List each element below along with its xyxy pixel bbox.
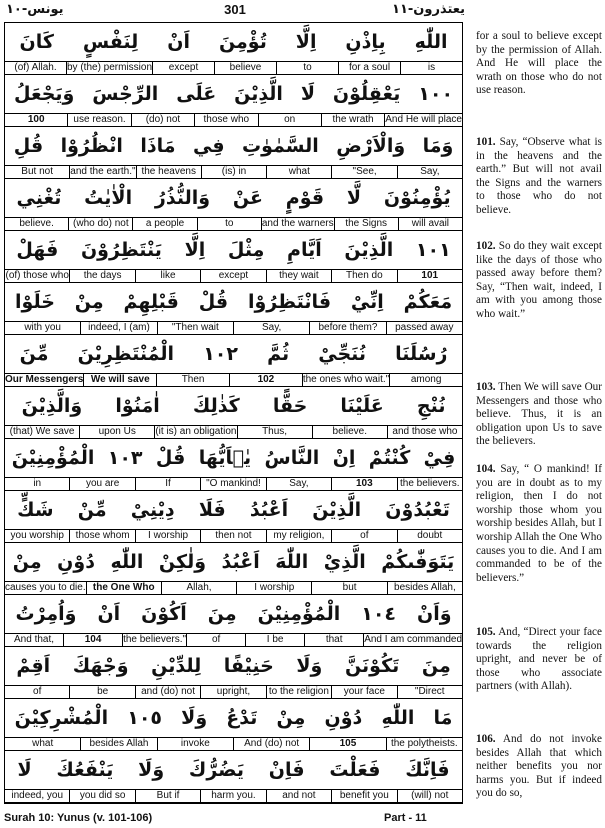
arabic-word: النَّاسُ [264,447,320,469]
arabic-word: دُوْنِ [57,551,95,573]
arabic-word: خَلَوْا [15,291,55,313]
verse-row [5,699,462,751]
gloss-cell: Thus, [237,426,312,438]
gloss-cell: Our Messengers [5,374,84,385]
arabic-word: اَنْ [97,603,121,625]
translation-text: for a soul to believe except by the permission of Allah. And He will place the wrath on those who do not use reason. [476,30,602,97]
arabic-word: كَانَ [19,31,54,53]
arabic-word: وَلَا [296,655,323,677]
gloss-cell: the believers. [397,478,462,490]
arabic-word: مِّنَ [19,343,49,365]
gloss-line [5,789,462,803]
translation-paragraph [476,733,602,801]
arabic-word: مِثْلَ [227,239,265,261]
verse-row [5,595,462,647]
arabic-word: كُنْتُمْ [368,447,411,469]
translation-paragraph [476,381,602,449]
arabic-word: وَاُمِرْتُ [15,603,77,625]
arabic-word: وَالْاَرْضِ [336,135,406,157]
arabic-word: عَلَى [176,83,217,105]
arabic-line [5,23,462,61]
verse-row [5,751,462,803]
gloss-cell: Then do [331,270,396,282]
header-surah-label: يونس-١٠ [6,2,64,17]
arabic-word: الْمُشْرِكِيْنَ [14,707,109,729]
translation-paragraph [476,136,602,218]
arabic-line [5,231,462,269]
verse-number: 102. [476,240,496,252]
gloss-cell: But not [21,166,53,177]
gloss-line [5,425,462,439]
arabic-line [5,335,462,373]
arabic-word: الَّذِيْنَ [312,499,362,521]
gloss-cell: in [33,478,42,489]
gloss-cell: passed away [386,322,462,334]
arabic-word: مَاذَا [140,135,176,157]
arabic-word: ١٠٢ [203,343,238,365]
verse-row [5,335,462,387]
gloss-cell: you are [69,478,134,490]
arabic-word: فَاِنْ [268,759,305,781]
arabic-word: مَا [433,707,453,729]
arabic-line [5,439,462,477]
gloss-line [5,373,462,387]
gloss-line [5,113,462,127]
verse-row [5,127,462,179]
gloss-cell: and the earth." [70,166,136,177]
gloss-line [5,737,462,751]
gloss-cell: your face [331,686,396,698]
arabic-line [5,387,462,425]
word-by-word-grid [4,22,463,804]
arabic-line [5,543,462,581]
arabic-word: لَا [17,759,32,781]
arabic-word: لَا [300,83,316,105]
arabic-word: اللّٰهِ [110,551,144,573]
gloss-line [5,529,462,543]
arabic-word: فِي [192,135,225,157]
arabic-line [5,127,462,165]
gloss-cell: 103 [331,478,396,490]
gloss-cell: and not [266,790,331,802]
arabic-word: نُنَجِّيْ [318,343,367,365]
gloss-cell: you did so [69,790,134,802]
gloss-cell: among [389,374,462,386]
translation-text: Say, “Observe what is in the heavens and the earth.” But will not avail the Signs and the warners to those who do not believe. [476,136,602,216]
arabic-word: ثُمَّ [267,343,290,365]
gloss-cell: before them? [309,322,385,334]
arabic-word: لَّا [346,187,362,209]
gloss-cell: I worship [135,530,200,542]
arabic-word: مِنَ [421,655,451,677]
arabic-word: وَلٰكِنْ [158,551,207,573]
arabic-word: السَّمٰوٰتِ [242,135,319,157]
gloss-cell: upright, [200,686,265,698]
gloss-cell: "See, [331,166,396,178]
arabic-word: تُؤْمِنَ [218,31,267,53]
gloss-cell: except [152,62,214,74]
gloss-cell: causes you to die. [5,582,86,593]
arabic-word: رُسُلَنَا [395,343,448,365]
gloss-cell: indeed, you [11,790,64,801]
translation-text: So do they wait except like the days of those who passed away before them? Say, “Then wait, indeed, I am with you among those who wait.” [476,240,602,320]
footer-part: Part - 11 [384,812,427,824]
gloss-cell: for a soul [338,62,400,74]
gloss-cell: then not [200,530,265,542]
gloss-cell: Say, [397,166,462,178]
arabic-word: اللّٰهِ [381,707,415,729]
gloss-line [5,321,462,335]
arabic-word: وَلَا [181,707,208,729]
arabic-word: يَضُرُّكَ [188,759,245,781]
verse-row [5,387,462,439]
arabic-word: فَهَلْ [16,239,59,261]
verse-number: 106. [476,733,496,745]
gloss-cell: Say, [266,478,331,490]
gloss-cell: believe [214,62,276,74]
gloss-cell: 104 [63,634,122,646]
arabic-word: اَقِمْ [16,655,51,677]
translation-paragraph [476,626,602,694]
arabic-word: حَنِيْفًا [223,655,274,677]
arabic-word: الَّذِيْنَ [344,239,394,261]
gloss-cell: And (do) not [233,738,309,750]
gloss-cell: besides Allah [80,738,156,750]
arabic-word: قَبْلِهِمْ [123,291,179,313]
verse-number: 104. [476,463,496,475]
verse-row [5,179,462,231]
arabic-word: تَعْبُدُوْنَ [385,499,450,521]
gloss-cell: what [266,166,331,178]
arabic-line [5,595,462,633]
gloss-cell: I worship [236,582,311,594]
gloss-cell: (of) Allah. [14,62,57,73]
gloss-cell: and those who [387,426,462,438]
arabic-word: فَعَلْتَ [329,759,381,781]
arabic-word: قَوْمٍ [285,187,325,209]
arabic-word: قُلْ [155,447,186,469]
gloss-cell: 101 [397,270,462,282]
arabic-word: فِيْ [423,447,456,469]
arabic-word: عَنْ [232,187,263,209]
translation-text: And do not invoke besides Allah that which neither benefits you nor harms you. But if indeed you do so, [476,733,602,800]
verse-row [5,491,462,543]
arabic-word: الْمُنْتَظِرِيْنَ [77,343,175,365]
arabic-word: دُوْنِ [324,707,363,729]
gloss-cell: the heavens [136,166,201,178]
arabic-word: وَجْهَكَ [72,655,129,677]
arabic-word: الْمُؤْمِنِيْنَ [257,603,341,625]
gloss-cell: of [186,634,245,646]
arabic-word: شَكٍّ [17,499,54,521]
arabic-word: ١٠١ [415,239,451,261]
arabic-line [5,179,462,217]
gloss-cell: on [258,114,321,126]
arabic-word: اَعْبُدُ [221,551,260,573]
translation-text: Then We will save Our Messengers and those who believe. Thus, it is an obligation upon Us to save the believers. [476,381,602,448]
arabic-word: اِلَّا [295,31,317,53]
verse-number: 103. [476,381,496,393]
gloss-cell: invoke [157,738,233,750]
gloss-cell: (is) in [201,166,266,178]
arabic-word: اللّٰهَ [275,551,309,573]
arabic-word: اِلَّا [184,239,206,261]
gloss-cell: believe. [312,426,387,438]
arabic-line [5,751,462,789]
gloss-line [5,165,462,179]
gloss-cell: benefit you [331,790,396,802]
arabic-word: عَلَيْنَا [340,395,384,417]
page-footer [0,810,605,828]
gloss-cell: the wrath [321,114,384,126]
gloss-cell: will avail [398,218,462,230]
gloss-cell: be [69,686,134,698]
arabic-word: تَكُوْنَنَّ [344,655,400,677]
arabic-word: اَيَّامِ [287,239,322,261]
arabic-word: دِيْنِيْ [130,499,175,521]
verse-row [5,75,462,127]
arabic-word: ١٠٤ [361,603,397,625]
page-header [0,0,605,22]
gloss-line [5,217,462,231]
gloss-cell: the Signs [334,218,398,230]
arabic-word: مَعَكُمْ [403,291,453,313]
arabic-word: قُلِ [13,135,44,157]
arabic-word: الَّذِيْ [323,551,366,573]
gloss-cell: of [331,530,396,542]
gloss-line [5,477,462,491]
gloss-cell: (will) not [397,790,462,802]
gloss-cell: upon Us [79,426,154,438]
translation-paragraph [476,240,602,322]
gloss-cell: but [311,582,386,594]
verse-row [5,231,462,283]
gloss-cell: besides Allah, [387,582,462,594]
gloss-cell: Allah, [161,582,236,594]
gloss-cell: 102 [229,374,302,386]
arabic-word: يُؤْمِنُوْنَ [383,187,451,209]
arabic-word: يٰۤاَيُّهَا [198,447,252,469]
gloss-cell: "Direct [397,686,462,698]
gloss-cell: like [135,270,200,282]
gloss-cell: "Then wait [157,322,233,334]
arabic-word: يَتَوَفّٰىكُمْ [381,551,455,573]
translation-paragraph [476,463,602,585]
gloss-cell: that [304,634,363,646]
verse-row [5,543,462,595]
translation-text: And, “Direct your face towards the religion upright, and never be of those who associate partners (with Allah). [476,626,602,693]
arabic-word: وَلَا [138,759,165,781]
arabic-line [5,75,462,113]
arabic-word: مِنَ [207,603,237,625]
arabic-word: لِنَفْسٍ [82,31,139,53]
translation-text: Say, “ O mankind! If you are in doubt as to my religion, then I do not worship those whom you worship besides Allah, but I worship Allah the One Who causes you to die. And I am commanded to be of the believers.” [476,463,602,584]
gloss-cell: (do) not [131,114,194,126]
gloss-cell: And that, [14,634,55,645]
gloss-cell: And He will place [385,114,462,125]
gloss-cell: And I am commanded [364,634,463,645]
arabic-word: مِنْ [276,707,306,729]
gloss-cell: If [135,478,200,490]
footer-surah-range: Surah 10: Yunus (v. 101-106) [4,812,153,824]
gloss-cell: (that) We save [9,426,75,437]
gloss-cell: Then [156,374,229,386]
gloss-cell: they wait [266,270,331,282]
arabic-word: يَنْتَظِرُوْنَ [80,239,162,261]
verse-row [5,439,462,491]
gloss-cell: to [197,218,261,230]
arabic-word: اٰمَنُوْا [115,395,160,417]
verse-number: 101. [476,136,496,148]
gloss-cell: (who do) not [68,218,132,230]
arabic-word: بِاِذْنِ [345,31,386,53]
arabic-word: اَنْ [167,31,190,53]
page-number: 301 [224,2,246,17]
gloss-cell: my religion, [266,530,331,542]
gloss-cell: the ones who wait." [302,374,390,385]
arabic-word: حَقًّا [272,395,308,417]
arabic-word: الرِّجْسَ [92,83,159,105]
gloss-cell: those whom [69,530,134,542]
arabic-word: تَدْعُ [226,707,258,729]
gloss-cell: what [32,738,54,749]
gloss-cell: the polytheists. [386,738,462,750]
gloss-cell: a people [132,218,196,230]
arabic-word: اَكُوْنَ [141,603,187,625]
translation-paragraph [476,30,602,98]
gloss-cell: to the religion [266,686,331,698]
arabic-word: يَعْقِلُوْنَ [332,83,401,105]
gloss-cell: "O mankind! [200,478,265,490]
arabic-word: كَذٰلِكَ [192,395,240,417]
gloss-cell: believe. [19,218,54,229]
gloss-cell: use reason. [67,114,130,126]
arabic-word: تُغْنِي [16,187,62,209]
arabic-word: مِنْ [74,291,104,313]
arabic-word: انْظُرُوْا [60,135,123,157]
gloss-cell: except [200,270,265,282]
gloss-line [5,633,462,647]
arabic-word: وَيَجْعَلُ [14,83,75,105]
gloss-cell: and the warners [261,218,334,229]
gloss-cell: I be [245,634,304,646]
gloss-cell: (of) those who [5,270,69,281]
verse-row [5,647,462,699]
gloss-cell: doubt [397,530,462,542]
gloss-cell: (it is) an obligation [155,426,237,437]
arabic-word: قُلْ [198,291,229,313]
gloss-cell: indeed, I (am) [80,322,156,334]
gloss-cell: But if [135,790,200,802]
arabic-word: ١٠٣ [107,447,143,469]
arabic-word: فَانْتَظِرُوْا [247,291,332,313]
gloss-cell: We will save [83,374,156,386]
arabic-line [5,699,462,737]
header-juz-label: يعتذرون-١١ [392,2,465,17]
arabic-word: وَمَا [422,135,454,157]
gloss-cell: 100 [27,114,45,125]
arabic-word: اَعْبُدُ [249,499,289,521]
gloss-line [5,269,462,283]
arabic-word: فَاِنَّكَ [405,759,450,781]
verse-row [5,23,462,75]
arabic-line [5,283,462,321]
verse-row [5,283,462,335]
gloss-cell: the One Who [86,582,161,594]
arabic-word: الْمُؤْمِنِيْنَ [11,447,95,469]
verse-number: 105. [476,626,496,638]
gloss-cell: harm you. [200,790,265,802]
gloss-cell: you worship [10,530,64,541]
arabic-word: مِنْ [12,551,42,573]
gloss-cell: 105 [309,738,385,750]
gloss-cell: to [276,62,338,74]
arabic-line [5,491,462,529]
arabic-word: اِنِّيْ [350,291,384,313]
arabic-word: وَاَنْ [416,603,452,625]
gloss-cell: of [33,686,42,697]
gloss-cell: by (the) permission [67,62,153,73]
gloss-cell: the believers." [123,634,187,645]
arabic-word: نُنْجِ [416,395,446,417]
arabic-word: وَالنُّذُرُ [154,187,211,209]
arabic-word: مِّنْ [77,499,107,521]
arabic-line [5,647,462,685]
arabic-word: يَنْفَعُكَ [56,759,114,781]
gloss-cell: with you [24,322,61,333]
gloss-cell: Say, [233,322,309,334]
arabic-word: فَلَا [198,499,226,521]
gloss-line [5,685,462,699]
arabic-word: ١٠٠ [418,83,454,105]
gloss-line [5,581,462,595]
arabic-word: اللّٰهِ [414,31,448,53]
arabic-word: اِنْ [332,447,356,469]
gloss-cell: those who [194,114,257,126]
arabic-word: الَّذِيْنَ [234,83,283,105]
arabic-word: الْاٰيٰتُ [84,187,133,209]
gloss-cell: the days [69,270,134,282]
gloss-cell: and (do) not [135,686,200,698]
arabic-word: لِلدِّيْنِ [151,655,202,677]
gloss-line [5,61,462,75]
gloss-cell: is [400,62,462,74]
arabic-word: ١٠٥ [127,707,163,729]
arabic-word: وَالَّذِيْنَ [21,395,83,417]
